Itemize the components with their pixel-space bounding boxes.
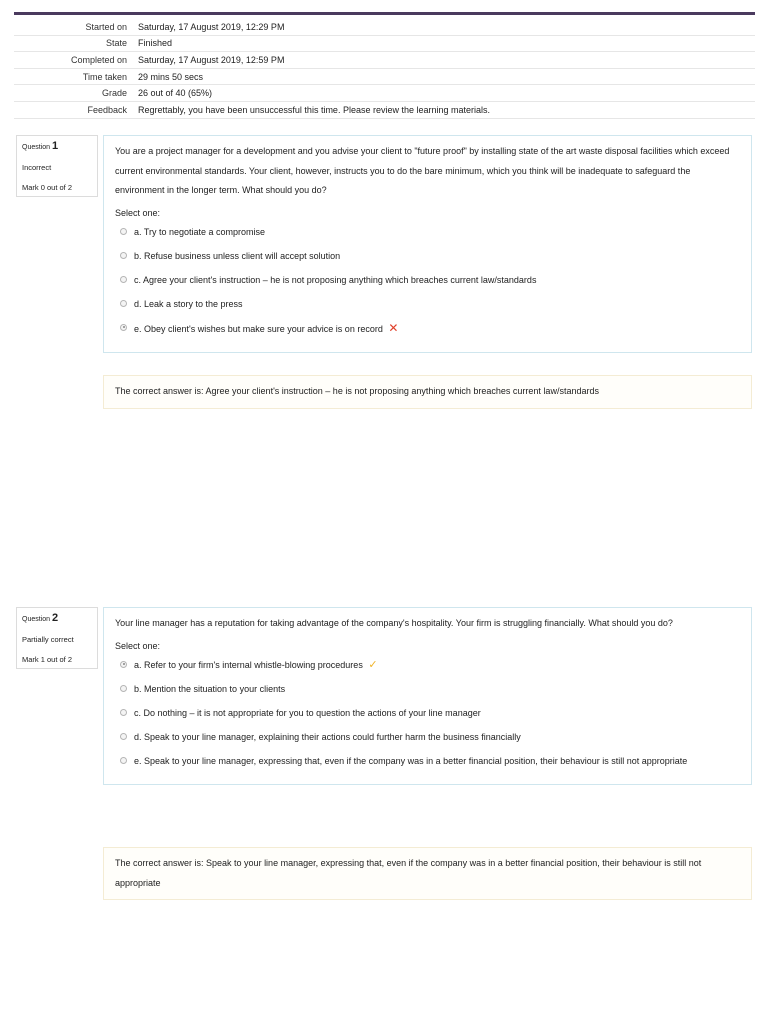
page-top-bar xyxy=(14,12,755,15)
question-status: Incorrect xyxy=(22,163,52,172)
answer-option-b[interactable] xyxy=(115,247,741,266)
check-icon: ✓ xyxy=(368,658,378,671)
radio-button[interactable] xyxy=(120,276,127,283)
option-label: c. Do nothing – it is not appropriate for you to question the actions of your line manager xyxy=(134,707,481,718)
question-number-value: 2 xyxy=(51,612,59,624)
question-number-label: Question xyxy=(22,144,51,151)
answer-option-c[interactable] xyxy=(115,704,741,723)
question-number xyxy=(22,140,92,152)
question-status: Partially correct xyxy=(22,635,74,644)
cross-icon: ✕ xyxy=(388,320,399,335)
question-2-feedback xyxy=(103,847,752,900)
answer-option-b[interactable] xyxy=(115,680,741,699)
question-text: Your line manager has a reputation for taking advantage of the company's hospitality. Your firm is struggling financially. What should you do? xyxy=(115,618,673,628)
radio-button[interactable] xyxy=(120,733,127,740)
radio-button[interactable] xyxy=(120,300,127,307)
summary-row-state xyxy=(14,35,755,52)
summary-row-started xyxy=(14,19,755,35)
question-mark: Mark 0 out of 2 xyxy=(22,183,73,192)
radio-button[interactable] xyxy=(120,228,127,235)
option-label: a. Refer to your firm's internal whistle-blowing procedures xyxy=(134,659,363,670)
summary-row-completed xyxy=(14,52,755,69)
summary-value: 29 mins 50 secs xyxy=(138,68,755,85)
radio-button[interactable] xyxy=(120,709,127,716)
answer-option-e[interactable] xyxy=(115,319,741,339)
summary-value: 26 out of 40 (65%) xyxy=(138,85,755,102)
correct-answer-text: The correct answer is: Speak to your line manager, expressing that, even if the company was in a better financial position, their behaviour is still not appropriate xyxy=(115,858,702,888)
answer-options xyxy=(115,656,741,771)
question-2-formulation xyxy=(103,607,752,785)
answer-option-d[interactable] xyxy=(115,295,741,314)
select-one-prompt: Select one: xyxy=(115,640,161,651)
option-label: b. Refuse business unless client will accept solution xyxy=(134,250,341,261)
option-label: b. Mention the situation to your clients xyxy=(134,683,286,694)
radio-button[interactable] xyxy=(120,252,127,259)
answer-option-e[interactable] xyxy=(115,752,741,771)
summary-value: Finished xyxy=(138,35,755,52)
radio-button-selected[interactable] xyxy=(120,661,127,668)
question-mark: Mark 1 out of 2 xyxy=(22,655,73,664)
question-number-label: Question xyxy=(22,616,51,623)
summary-value: Saturday, 17 August 2019, 12:29 PM xyxy=(138,19,755,35)
summary-label: Completed on xyxy=(14,52,138,69)
summary-row-time-taken xyxy=(14,68,755,85)
answer-option-d[interactable] xyxy=(115,728,741,747)
summary-label: State xyxy=(14,35,138,52)
answer-options xyxy=(115,223,741,339)
answer-option-a[interactable] xyxy=(115,656,741,675)
radio-button[interactable] xyxy=(120,685,127,692)
radio-button-selected[interactable] xyxy=(120,324,127,331)
question-number xyxy=(22,612,92,624)
option-label: e. Speak to your line manager, expressing that, even if the company was in a better financial position, their behaviour is still not appropriate xyxy=(134,755,688,766)
correct-answer-text: The correct answer is: Agree your client's instruction – he is not proposing anything which breaches current law/standards xyxy=(115,386,599,396)
question-1-feedback xyxy=(103,375,752,409)
option-label: c. Agree your client's instruction – he is not proposing anything which breaches current law/standards xyxy=(134,274,537,285)
summary-value: Saturday, 17 August 2019, 12:59 PM xyxy=(138,52,755,69)
attempt-summary-table xyxy=(14,19,755,119)
select-one-prompt: Select one: xyxy=(115,207,161,218)
summary-row-feedback xyxy=(14,101,755,118)
summary-label: Time taken xyxy=(14,68,138,85)
summary-row-grade xyxy=(14,85,755,102)
option-label: a. Try to negotiate a compromise xyxy=(134,226,266,237)
question-1-info xyxy=(16,135,98,197)
option-label: d. Leak a story to the press xyxy=(134,298,243,309)
summary-label: Feedback xyxy=(14,101,138,118)
summary-label: Started on xyxy=(14,19,138,35)
answer-option-c[interactable] xyxy=(115,271,741,290)
question-text: You are a project manager for a development and you advise your client to "future proof" by installing state of the art waste disposal facilities which exceed current environmental standards. Your client, however, instructs you to do the bare minimum, which you think will be inadequate to safeguard the environment in the longer term. What should you do? xyxy=(115,146,730,195)
question-2-info xyxy=(16,607,98,669)
question-number-value: 1 xyxy=(51,140,59,152)
answer-option-a[interactable] xyxy=(115,223,741,242)
summary-value: Regrettably, you have been unsuccessful this time. Please review the learning materials. xyxy=(138,101,755,118)
question-1-formulation xyxy=(103,135,752,353)
radio-button[interactable] xyxy=(120,757,127,764)
option-label: d. Speak to your line manager, explaining their actions could further harm the business financially xyxy=(134,731,521,742)
summary-label: Grade xyxy=(14,85,138,102)
option-label: e. Obey client's wishes but make sure your advice is on record xyxy=(134,323,383,334)
